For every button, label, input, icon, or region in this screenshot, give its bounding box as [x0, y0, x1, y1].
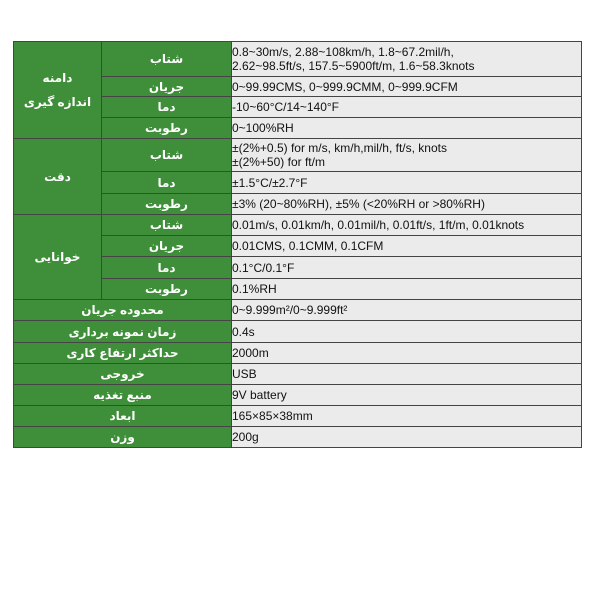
table-row	[14, 427, 582, 448]
row-value: 0~99.99CMS, 0~999.9CMM, 0~999.9CFM	[232, 77, 582, 97]
group-accuracy: دقت	[14, 139, 102, 215]
table-row	[14, 385, 582, 406]
row-label: دما	[102, 172, 232, 194]
group-resolution: خوانایی	[14, 215, 102, 300]
table-row	[14, 406, 582, 427]
row-label: وزن	[14, 427, 232, 448]
row-value: 0~100%RH	[232, 118, 582, 139]
row-label: رطوبت	[102, 279, 232, 300]
table-row	[14, 215, 582, 236]
row-label: شتاب	[102, 42, 232, 77]
table-row	[14, 139, 582, 172]
row-label: جریان	[102, 236, 232, 257]
row-value: 0.8~30m/s, 2.88~108km/h, 1.8~67.2mil/h, 2.62~98.5ft/s, 157.5~5900ft/m, 1.6~58.3knots	[232, 42, 582, 77]
row-value: ±1.5°C/±2.7°F	[232, 172, 582, 194]
row-value: USB	[232, 364, 582, 385]
row-value: 0.4s	[232, 321, 582, 343]
table-row	[14, 343, 582, 364]
row-label: ابعاد	[14, 406, 232, 427]
row-label: دما	[102, 97, 232, 118]
group-label: دامنه	[42, 71, 73, 85]
row-label: رطوبت	[102, 118, 232, 139]
row-value: ±3% (20~80%RH), ±5% (<20%RH or >80%RH)	[232, 194, 582, 215]
row-value: 9V battery	[232, 385, 582, 406]
row-value: ±(2%+0.5) for m/s, km/h,mil/h, ft/s, knots ±(2%+50) for ft/m	[232, 139, 582, 172]
table-row	[14, 321, 582, 343]
row-value: 2000m	[232, 343, 582, 364]
group-measurement-range	[14, 42, 102, 139]
row-label: دما	[102, 257, 232, 279]
row-value: 0.1°C/0.1°F	[232, 257, 582, 279]
table-row	[14, 300, 582, 321]
row-value: 0.01CMS, 0.1CMM, 0.1CFM	[232, 236, 582, 257]
row-value: 200g	[232, 427, 582, 448]
group-label: اندازه گیری	[23, 95, 92, 109]
row-label: شتاب	[102, 139, 232, 172]
row-label: رطوبت	[102, 194, 232, 215]
row-value: 165×85×38mm	[232, 406, 582, 427]
spec-table	[13, 41, 582, 448]
row-label: جریان	[102, 77, 232, 97]
table-row	[14, 364, 582, 385]
row-label: حداکثر ارتفاع کاری	[14, 343, 232, 364]
row-label: شتاب	[102, 215, 232, 236]
row-label: خروجی	[14, 364, 232, 385]
row-label: محدوده جریان	[14, 300, 232, 321]
row-value: 0.1%RH	[232, 279, 582, 300]
row-label: منبع تغذیه	[14, 385, 232, 406]
row-value: -10~60°C/14~140°F	[232, 97, 582, 118]
row-value: 0.01m/s, 0.01km/h, 0.01mil/h, 0.01ft/s, 1ft/m, 0.01knots	[232, 215, 582, 236]
table-row	[14, 42, 582, 77]
row-label: زمان نمونه برداری	[14, 321, 232, 343]
row-value: 0~9.999m²/0~9.999ft²	[232, 300, 582, 321]
